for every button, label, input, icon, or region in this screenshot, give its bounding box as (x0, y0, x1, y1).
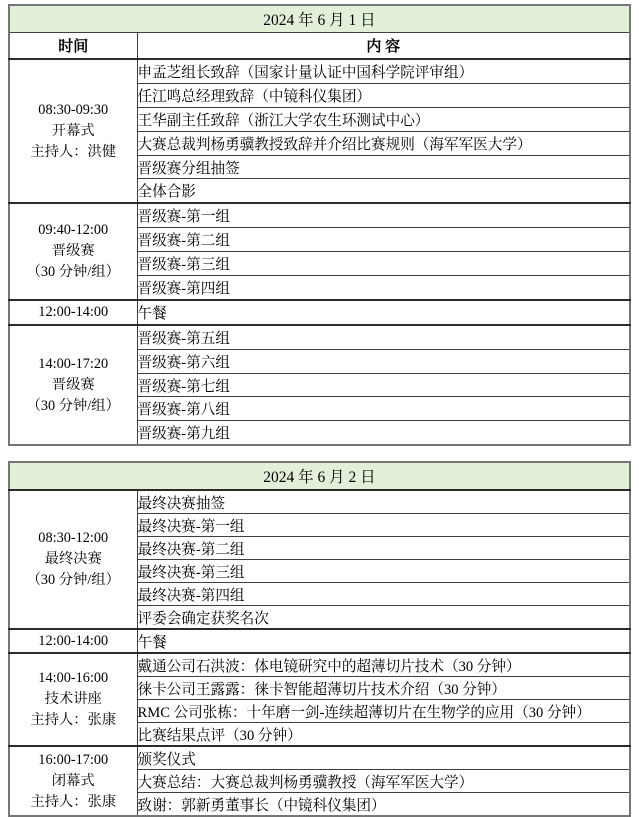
agenda-item-cell: 王华副主任致辞（浙江大学农生环测试中心） (137, 107, 630, 131)
time-cell (9, 490, 137, 629)
agenda-item-cell: 晋级赛-第九组 (137, 421, 630, 445)
agenda-item-cell: 任江鸣总经理致辞（中镜科仪集团） (137, 83, 630, 107)
agenda-item-cell: 晋级赛-第四组 (137, 276, 630, 300)
time-cell (9, 629, 137, 653)
time-cell-line: 14:00-17:20 (38, 355, 109, 372)
agenda-item-cell: 晋级赛-第六组 (137, 349, 630, 373)
time-cell-line: 08:30-12:00 (38, 530, 109, 547)
agenda-item-cell: 最终决赛-第三组 (137, 560, 630, 583)
content-column-header: 内 容 (137, 33, 630, 60)
time-cell-line: 闭幕式 (51, 772, 95, 789)
date-header-row (9, 462, 630, 490)
agenda-item-cell: 晋级赛-第一组 (137, 203, 630, 227)
agenda-item-cell: 晋级赛-第七组 (137, 373, 630, 397)
time-cell-line: 12:00-14:00 (38, 632, 109, 649)
table-row (9, 325, 630, 349)
time-cell-line: 晋级赛 (51, 376, 95, 393)
agenda-item-cell: 晋级赛-第三组 (137, 252, 630, 276)
agenda-item-cell: 最终决赛抽签 (137, 490, 630, 514)
time-cell-line: （30 分钟/组） (26, 264, 120, 281)
agenda-item-cell: 致谢：郭新勇董事长（中镜科仪集团） (137, 793, 630, 817)
time-cell-line: 晋级赛 (51, 243, 95, 260)
time-cell (9, 203, 137, 300)
agenda-item-cell: 最终决赛-第二组 (137, 537, 630, 560)
agenda-item-cell: 大赛总裁判杨勇骥教授致辞并介绍比赛规则（海军军医大学） (137, 131, 630, 155)
column-header-row (9, 33, 630, 60)
agenda-item-cell: 晋级赛分组抽签 (137, 155, 630, 179)
table-row (9, 490, 630, 514)
time-cell-line: （30 分钟/组） (26, 397, 120, 414)
time-cell-line: 主持人：洪健 (30, 143, 117, 160)
time-cell-line: 09:40-12:00 (38, 222, 109, 239)
table-row (9, 653, 630, 677)
agenda-item-cell: 大赛总结：大赛总裁判杨勇骥教授（海军军医大学） (137, 770, 630, 793)
agenda-item-cell: 戴通公司石洪波：体电镜研究中的超薄切片技术（30 分钟） (137, 653, 630, 677)
agenda-item-cell: RMC 公司张栋：十年磨一剑-连续超薄切片在生物学的应用（30 分钟） (137, 700, 630, 723)
time-cell-line: 技术讲座 (44, 691, 102, 708)
agenda-item-cell: 晋级赛-第五组 (137, 325, 630, 349)
table-row (9, 746, 630, 770)
time-cell-line: 14:00-16:00 (38, 670, 109, 687)
time-cell-line: 主持人：张康 (30, 793, 117, 810)
date-header: 2024 年 6 月 1 日 (9, 5, 630, 33)
agenda-item-cell: 评委会确定获奖名次 (137, 606, 630, 630)
table-row (9, 300, 630, 325)
agenda-item-cell: 全体合影 (137, 179, 630, 203)
agenda-item-cell: 午餐 (137, 300, 630, 325)
agenda-item-cell: 晋级赛-第八组 (137, 397, 630, 421)
date-header: 2024 年 6 月 2 日 (9, 462, 630, 490)
agenda-item-cell: 晋级赛-第二组 (137, 228, 630, 252)
time-cell (9, 653, 137, 746)
time-cell-line: 12:00-14:00 (38, 303, 109, 320)
agenda-item-cell: 徕卡公司王露露：徕卡智能超薄切片技术介绍（30 分钟） (137, 677, 630, 700)
time-cell (9, 325, 137, 445)
time-cell (9, 59, 137, 203)
agenda-item-cell: 申孟芝组长致辞（国家计量认证中国科学院评审组） (137, 59, 630, 83)
agenda-item-cell: 最终决赛-第四组 (137, 583, 630, 606)
table-row (9, 629, 630, 653)
schedule-table (8, 461, 631, 817)
time-cell-line: 开幕式 (51, 122, 95, 139)
agenda-item-cell: 最终决赛-第一组 (137, 514, 630, 537)
date-header-row (9, 5, 630, 33)
table-row (9, 59, 630, 83)
table-row (9, 203, 630, 227)
agenda-item-cell: 比赛结果点评（30 分钟） (137, 723, 630, 747)
time-cell-line: 16:00-17:00 (38, 751, 109, 768)
agenda-item-cell: 颁奖仪式 (137, 746, 630, 770)
time-column-header: 时间 (9, 33, 137, 60)
time-cell-line: 主持人：张康 (30, 712, 117, 729)
time-cell (9, 746, 137, 816)
time-cell-line: 08:30-09:30 (38, 101, 109, 118)
time-cell-line: 最终决赛 (44, 551, 102, 568)
schedule-table (8, 4, 631, 446)
time-cell-line: （30 分钟/组） (26, 572, 120, 589)
agenda-item-cell: 午餐 (137, 629, 630, 653)
time-cell (9, 300, 137, 325)
